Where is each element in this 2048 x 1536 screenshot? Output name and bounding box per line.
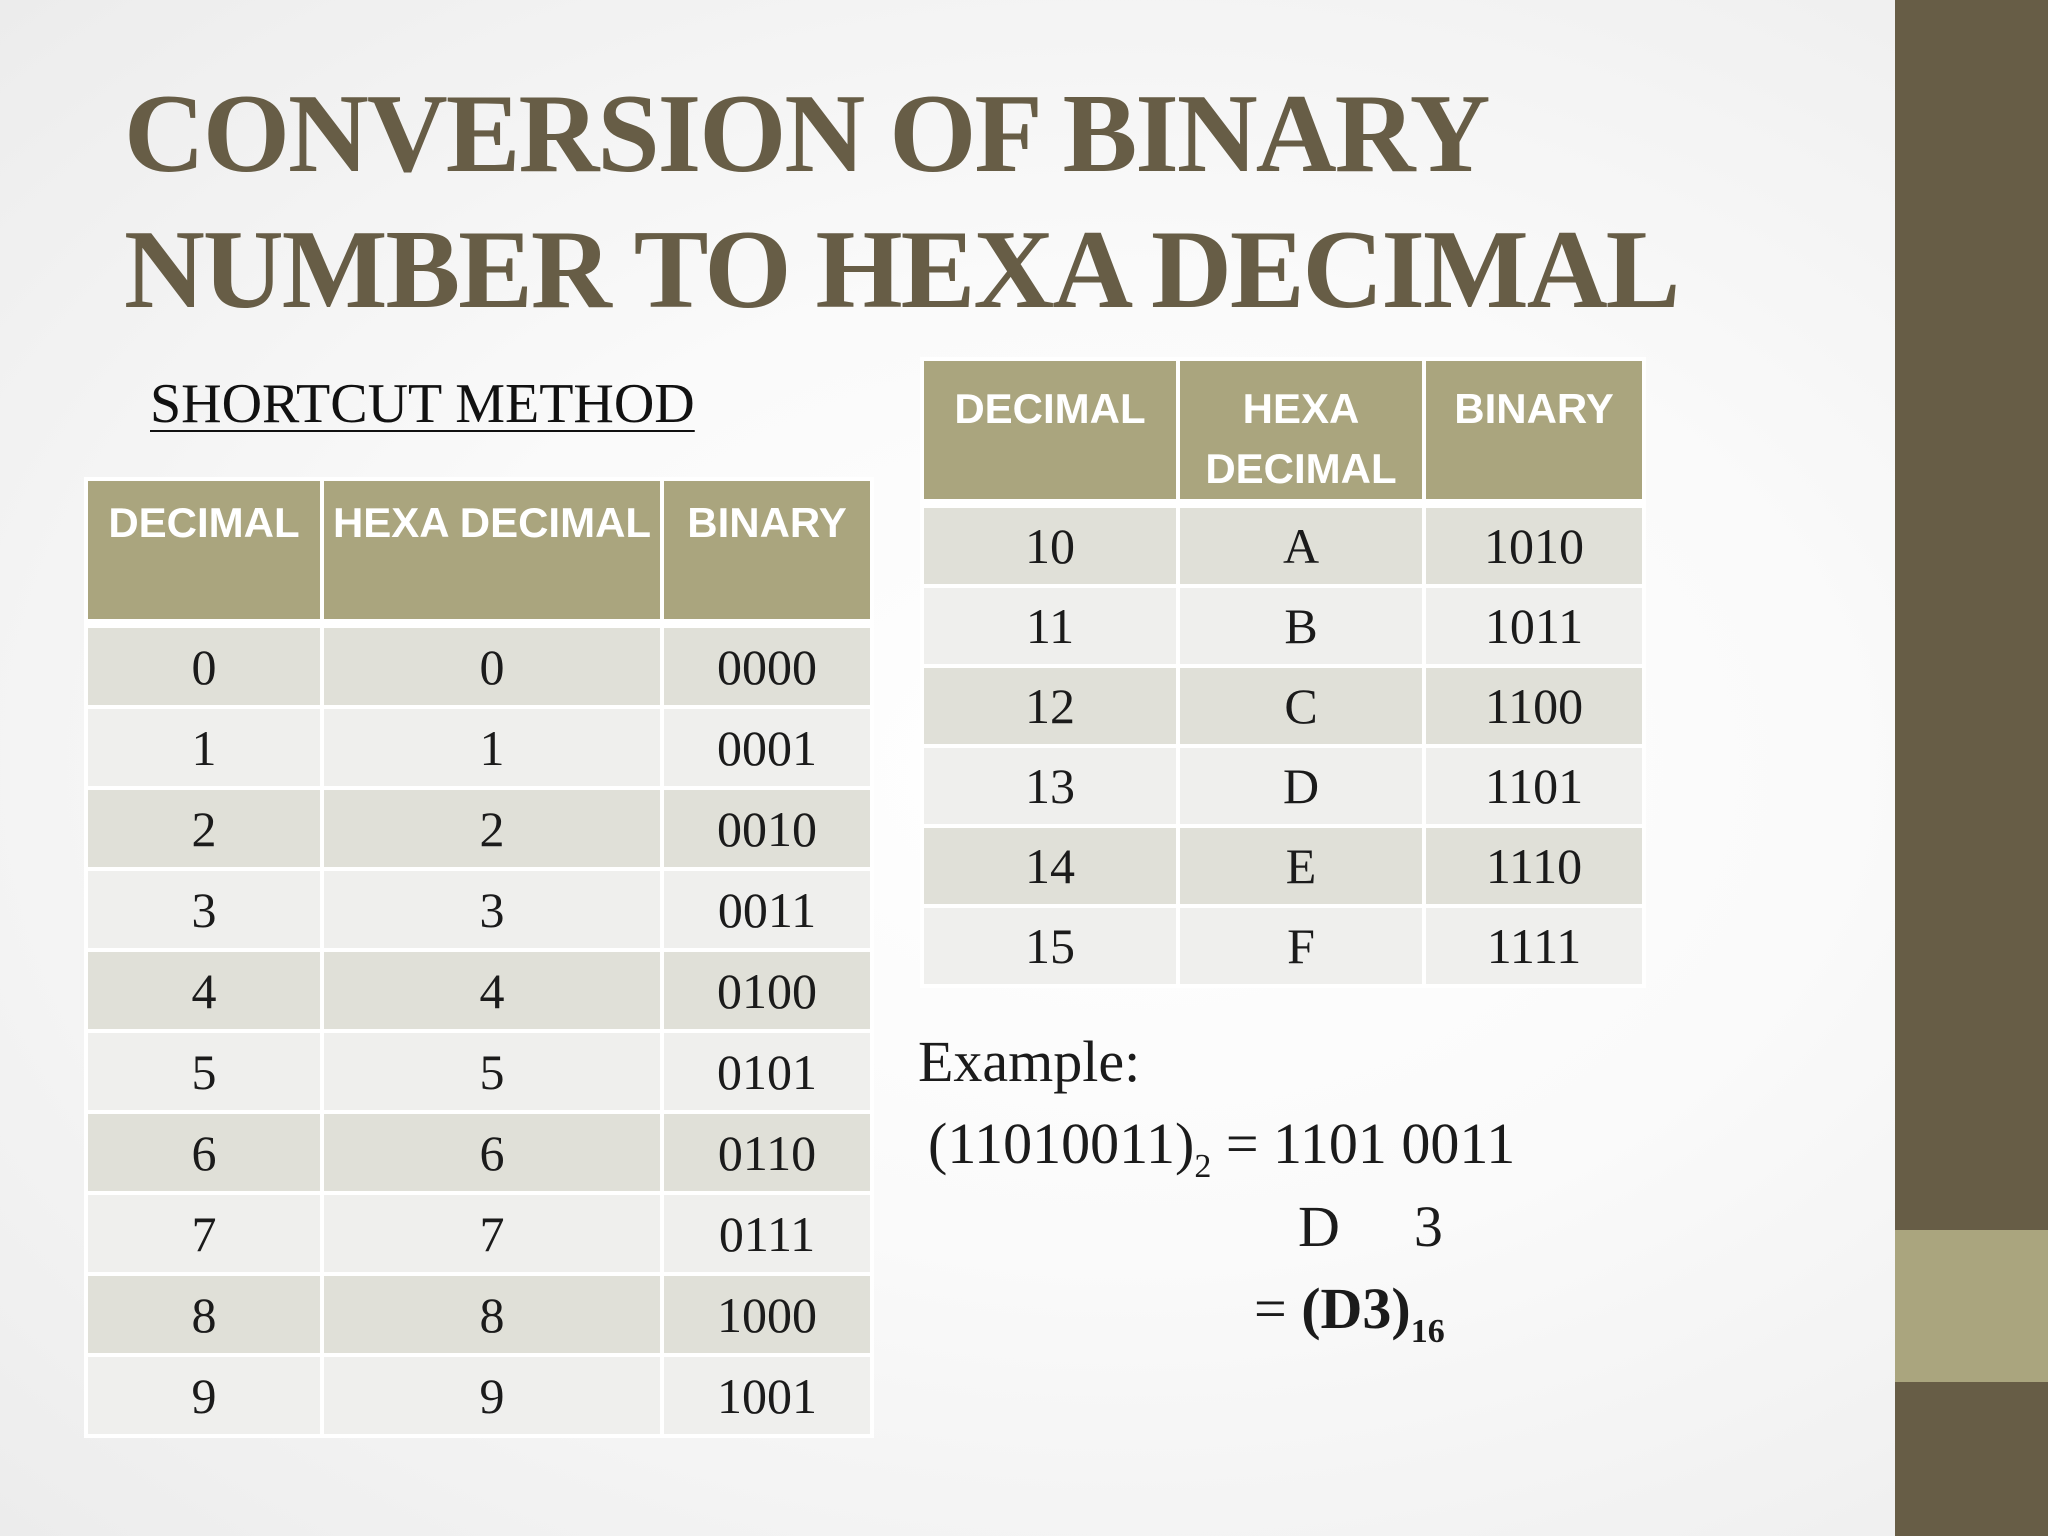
header-hexa-decimal: HEXA DECIMAL (322, 479, 662, 624)
cell-decimal: 2 (86, 788, 322, 869)
table-row (922, 746, 1644, 826)
cell-binary: 1100 (1424, 666, 1644, 746)
table-row (86, 1112, 872, 1193)
example-result (1254, 1275, 1445, 1350)
conversion-table-0-9 (84, 477, 874, 1438)
cell-decimal: 4 (86, 950, 322, 1031)
cell-decimal: 11 (922, 586, 1178, 666)
cell-hexa-decimal: 2 (322, 788, 662, 869)
example-result-value (1301, 1276, 1445, 1350)
example-grouped-bits: = 1101 0011 (1211, 1111, 1516, 1176)
table-row (86, 869, 872, 950)
cell-hexa-decimal: 7 (322, 1193, 662, 1274)
cell-decimal: 0 (86, 624, 322, 708)
cell-hexa-decimal: 1 (322, 707, 662, 788)
table-row (86, 788, 872, 869)
example-binary-number: (11010011) (928, 1111, 1195, 1176)
cell-decimal: 1 (86, 707, 322, 788)
cell-hexa-decimal: A (1178, 504, 1424, 587)
cell-decimal: 8 (86, 1274, 322, 1355)
right-table-body (922, 504, 1644, 987)
cell-binary: 1011 (1424, 586, 1644, 666)
cell-binary: 1101 (1424, 746, 1644, 826)
cell-decimal: 14 (922, 826, 1178, 906)
cell-hexa-decimal: 6 (322, 1112, 662, 1193)
example-binary-grouping (928, 1110, 1516, 1185)
cell-hexa-decimal: 4 (322, 950, 662, 1031)
example-result-hex: (D3) (1301, 1276, 1411, 1341)
table-row (922, 826, 1644, 906)
cell-decimal: 15 (922, 906, 1178, 986)
cell-binary: 0110 (662, 1112, 872, 1193)
cell-hexa-decimal: 0 (322, 624, 662, 708)
cell-hexa-decimal: D (1178, 746, 1424, 826)
table-row (86, 1031, 872, 1112)
cell-binary: 0010 (662, 788, 872, 869)
conversion-table-10-15 (920, 357, 1646, 988)
cell-decimal: 12 (922, 666, 1178, 746)
cell-decimal: 10 (922, 504, 1178, 587)
table-row (86, 950, 872, 1031)
table-row (86, 624, 872, 708)
table-row (922, 586, 1644, 666)
cell-hexa-decimal: B (1178, 586, 1424, 666)
cell-hexa-decimal: E (1178, 826, 1424, 906)
cell-binary: 1001 (662, 1355, 872, 1436)
example-base-2: 2 (1194, 1148, 1212, 1185)
slide-title (124, 66, 1844, 338)
cell-binary: 0101 (662, 1031, 872, 1112)
cell-binary: 1000 (662, 1274, 872, 1355)
header-binary: BINARY (1424, 359, 1644, 504)
cell-binary: 0011 (662, 869, 872, 950)
cell-decimal: 5 (86, 1031, 322, 1112)
cell-hexa-decimal: 8 (322, 1274, 662, 1355)
table-row (86, 1274, 872, 1355)
slide-title-line-2: NUMBER TO HEXA DECIMAL (124, 208, 1679, 332)
right-decor-accent (1895, 1230, 2048, 1382)
cell-binary: 0000 (662, 624, 872, 708)
slide-title-line-1: CONVERSION OF BINARY (124, 72, 1489, 196)
cell-binary: 0100 (662, 950, 872, 1031)
example-label: Example: (918, 1029, 1141, 1094)
table-row (86, 1193, 872, 1274)
table-header-row (922, 359, 1644, 504)
cell-hexa-decimal: 3 (322, 869, 662, 950)
cell-hexa-decimal: 5 (322, 1031, 662, 1112)
cell-decimal: 3 (86, 869, 322, 950)
cell-decimal: 7 (86, 1193, 322, 1274)
header-decimal: DECIMAL (86, 479, 322, 624)
example-hex-digits (1298, 1193, 1443, 1260)
cell-binary: 0001 (662, 707, 872, 788)
left-table-body (86, 624, 872, 1437)
cell-binary: 1110 (1424, 826, 1644, 906)
header-decimal: DECIMAL (922, 359, 1178, 504)
cell-binary: 1111 (1424, 906, 1644, 986)
subtitle: SHORTCUT METHOD (150, 373, 695, 435)
cell-binary: 0111 (662, 1193, 872, 1274)
table-row (86, 1355, 872, 1436)
cell-decimal: 13 (922, 746, 1178, 826)
cell-binary: 1010 (1424, 504, 1644, 587)
cell-decimal: 9 (86, 1355, 322, 1436)
table-row (922, 906, 1644, 986)
table-row (922, 504, 1644, 587)
table-row (922, 666, 1644, 746)
table-header-row (86, 479, 872, 624)
header-binary: BINARY (662, 479, 872, 624)
example-base-16: 16 (1410, 1313, 1445, 1350)
example-equals: = (1254, 1276, 1302, 1341)
table-row (86, 707, 872, 788)
cell-decimal: 6 (86, 1112, 322, 1193)
example-digit-high: D (1298, 1194, 1340, 1259)
cell-hexa-decimal: C (1178, 666, 1424, 746)
cell-hexa-decimal: 9 (322, 1355, 662, 1436)
cell-hexa-decimal: F (1178, 906, 1424, 986)
header-hexa-decimal: HEXA DECIMAL (1178, 359, 1424, 504)
example-digit-low: 3 (1413, 1194, 1443, 1259)
